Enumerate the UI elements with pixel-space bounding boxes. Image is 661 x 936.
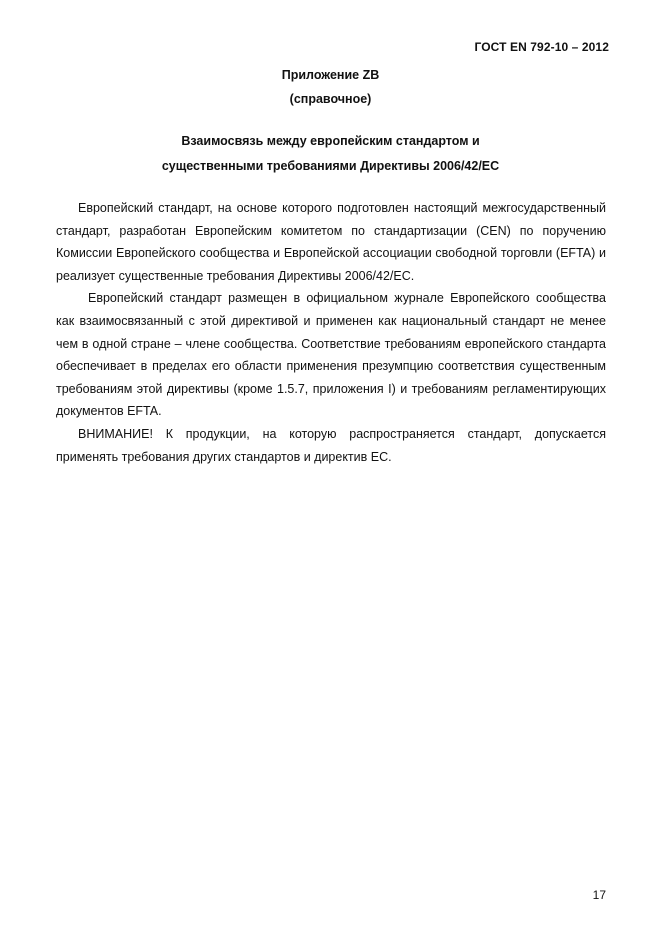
body-text: [56, 197, 606, 468]
section-title-line-2: существенными требованиями Директивы 2006/42/ЕС: [161, 159, 500, 173]
document-code: ГОСТ EN 792-10 – 2012: [474, 40, 609, 54]
paragraph-2: Европейский стандарт размещен в официальном журнале Европейского сообщества как взаимосвязанный с этой директивой и применен как национальный стандарт не менее чем в одной стране – члене сообщества. Соответствие требованиям европейского стандарта обеспечивает в пределах его области применения презумпцию соответствия существенным требованиям этой директивы (кроме 1.5.7, приложения I) и требованиям регламентирующих документов EFTA.: [56, 291, 606, 419]
section-title-line-1: Взаимосвязь между европейским стандартом и: [181, 134, 480, 148]
page-number: 17: [592, 888, 606, 902]
section-title: [0, 129, 661, 179]
paragraph-3: ВНИМАНИЕ! К продукции, на которую распространяется стандарт, допускается применять требования других стандартов и директив ЕС.: [56, 426, 606, 464]
annex-subtitle: (справочное): [289, 92, 372, 106]
annex-heading: [0, 63, 661, 111]
annex-title: Приложение ZB: [281, 68, 380, 82]
paragraph-1: Европейский стандарт, на основе которого подготовлен настоящий межгосударственный стандарт, разработан Европейским комитетом по стандартизации (CEN) по поручению Комиссии Европейского сообщества и Европейской ассоциации свободной торговли (EFTA) и реализует существенные требования Директивы 2006/42/ЕС.: [56, 201, 606, 283]
